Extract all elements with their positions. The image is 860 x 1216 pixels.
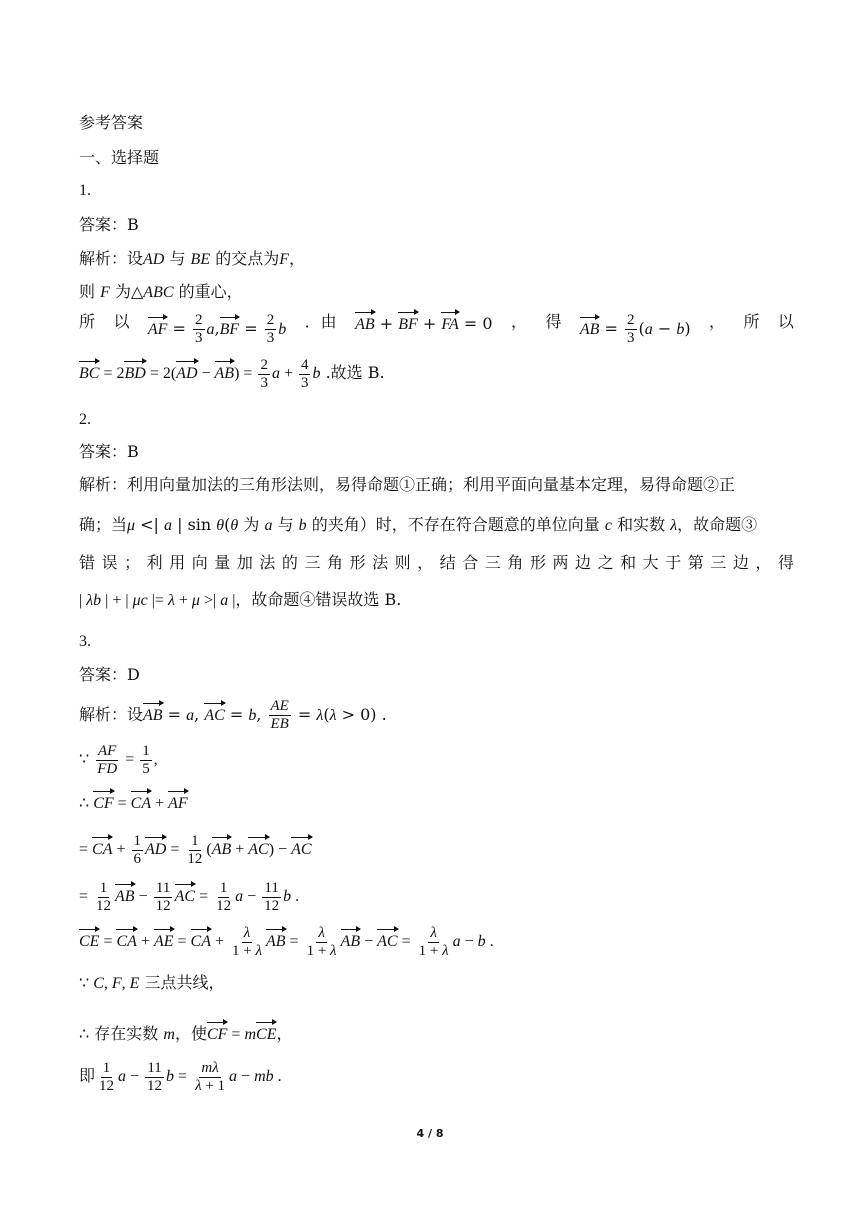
q2-number: 2. xyxy=(79,411,91,428)
q2-line3-char: 形 xyxy=(529,553,546,572)
q2-explanation-line2: 确；当μ <| a | sin θ(θ 为 a 与 b 的夹角）时，不存在符合题意的单位向量 c 和实数 λ，故命题③ xyxy=(79,515,758,534)
q2-line3-char: 边 xyxy=(575,553,592,572)
q2-explanation-line1: 解析：利用向量加法的三角形法则，易得命题①正确；利用平面向量基本定理，易得命题②正 xyxy=(79,475,736,494)
q3-line-exists: ∴ 存在实数 m，使CF = mCE， xyxy=(79,1024,293,1043)
q3-line-cf-expand1: = CA + $\frac{1}{6}$ AD = $\frac{1}{12}$ (AB + AC) − AC xyxy=(79,833,312,867)
q1-explanation-line4: BC = 2BD = 2(AD − AB) = $\frac{2}{3}$ a + $\frac{4}{3}$ b .故选 B. xyxy=(79,357,385,391)
q2-line3-char: 的 xyxy=(281,553,298,572)
q2-explanation-line3 xyxy=(79,553,794,573)
q3-answer: 答案：D xyxy=(79,665,140,684)
q2-line3-char: 三 xyxy=(484,553,501,572)
q3-line-cf: ∴ CF = CA + AF xyxy=(79,791,188,814)
q2-line3-char: 用 xyxy=(169,553,186,572)
q2-line3-char: 边 xyxy=(732,553,749,572)
q2-line3-char: 则 xyxy=(394,553,411,572)
q2-line3-char: 角 xyxy=(507,553,524,572)
q1-explanation-line1: 解析：设AD 与 BE 的交点为F， xyxy=(79,249,305,268)
q3-number: 3. xyxy=(79,633,91,650)
q2-line3-char: 错 xyxy=(79,553,96,572)
q1-number: 1. xyxy=(79,182,91,199)
q2-answer: 答案：B xyxy=(79,442,139,461)
q3-line-given: ∵ $\frac{AF}{FD}$ = $\frac{1}{5}$ , xyxy=(79,743,158,777)
q2-line3-char: 加 xyxy=(236,553,253,572)
formula-af-bf: AF = $\frac{2}{3}$ a,BF = $\frac{2}{3}$ b xyxy=(147,312,287,346)
q2-line3-char: 法 xyxy=(259,553,276,572)
q1-answer: 答案：B xyxy=(79,215,139,234)
q2-line3-char: 三 xyxy=(710,553,727,572)
q3-line-ce: CE = CA + AE = CA + $\frac{\lambda}{1 + \lambda}$ AB = $\frac{\lambda}{1 + \lambda}$ AB − AC = $\frac{\lambda}{1 + \lambda}$ a − b . xyxy=(79,925,494,959)
q3-line-equation: 即 $\frac{1}{12}$ a − $\frac{11}{12}$ b = $\frac{m\lambda}{\lambda + 1}$ a − mb . xyxy=(79,1060,282,1094)
page-number: 4 / 8 xyxy=(416,1127,444,1140)
q1-explanation-line3: 所 以 AF = $\frac{2}{3}$ a,BF = $\frac{2}{3}$ b ．由 AB + BF + FA = 0 ， 得 AB = $\frac{2}{3}$ (a − b) ， 所 以 xyxy=(79,312,794,346)
q3-line-setup: 解析：设AB = a, AC = b, $\frac{AE}{EB}$ = λ(λ > 0) . xyxy=(79,698,387,732)
q3-line-cf-expand2: = $\frac{1}{12}$ AB − $\frac{11}{12}$ AC = $\frac{1}{12}$ a − $\frac{11}{12}$ b . xyxy=(79,880,300,914)
q2-line3-char: 结 xyxy=(439,553,456,572)
q2-line3-char: 合 xyxy=(462,553,479,572)
q2-line3-char: 法 xyxy=(372,553,389,572)
q1-explanation-line2: 则 F 为△ABC 的重心， xyxy=(79,282,243,301)
q2-explanation-line4: | λb | + | μc |= λ + μ >| a |，故命题④错误故选 B. xyxy=(79,590,402,609)
q2-line3-char: 形 xyxy=(349,553,366,572)
formula-ab: AB = $\frac{2}{3}$ (a − b) xyxy=(579,312,691,346)
q2-line3-char: 两 xyxy=(552,553,569,572)
q3-line-collinear: ∵ C, F, E 三点共线， xyxy=(79,973,225,992)
q2-line3-char: 之 xyxy=(597,553,614,572)
q2-line3-char: 误 xyxy=(101,553,118,572)
section-title: 一、选择题 xyxy=(79,148,160,167)
answer-heading: 参考答案 xyxy=(79,113,144,132)
q2-line3-char: 利 xyxy=(146,553,163,572)
q2-line3-char: ， xyxy=(755,553,772,572)
q2-line3-char: 于 xyxy=(665,553,682,572)
q2-line3-char: 得 xyxy=(777,553,794,572)
q2-line3-char: 角 xyxy=(327,553,344,572)
formula-vector-sum: AB + BF + FA = 0 xyxy=(355,314,493,333)
q2-line3-char: 向 xyxy=(191,553,208,572)
q2-line3-char: 第 xyxy=(687,553,704,572)
q2-line3-char: ， xyxy=(417,553,434,572)
q2-line3-char: 大 xyxy=(642,553,659,572)
q2-line3-char: 和 xyxy=(620,553,637,572)
q2-line3-char: 量 xyxy=(214,553,231,572)
q2-line3-char: ； xyxy=(124,553,141,572)
q2-line3-char: 三 xyxy=(304,553,321,572)
